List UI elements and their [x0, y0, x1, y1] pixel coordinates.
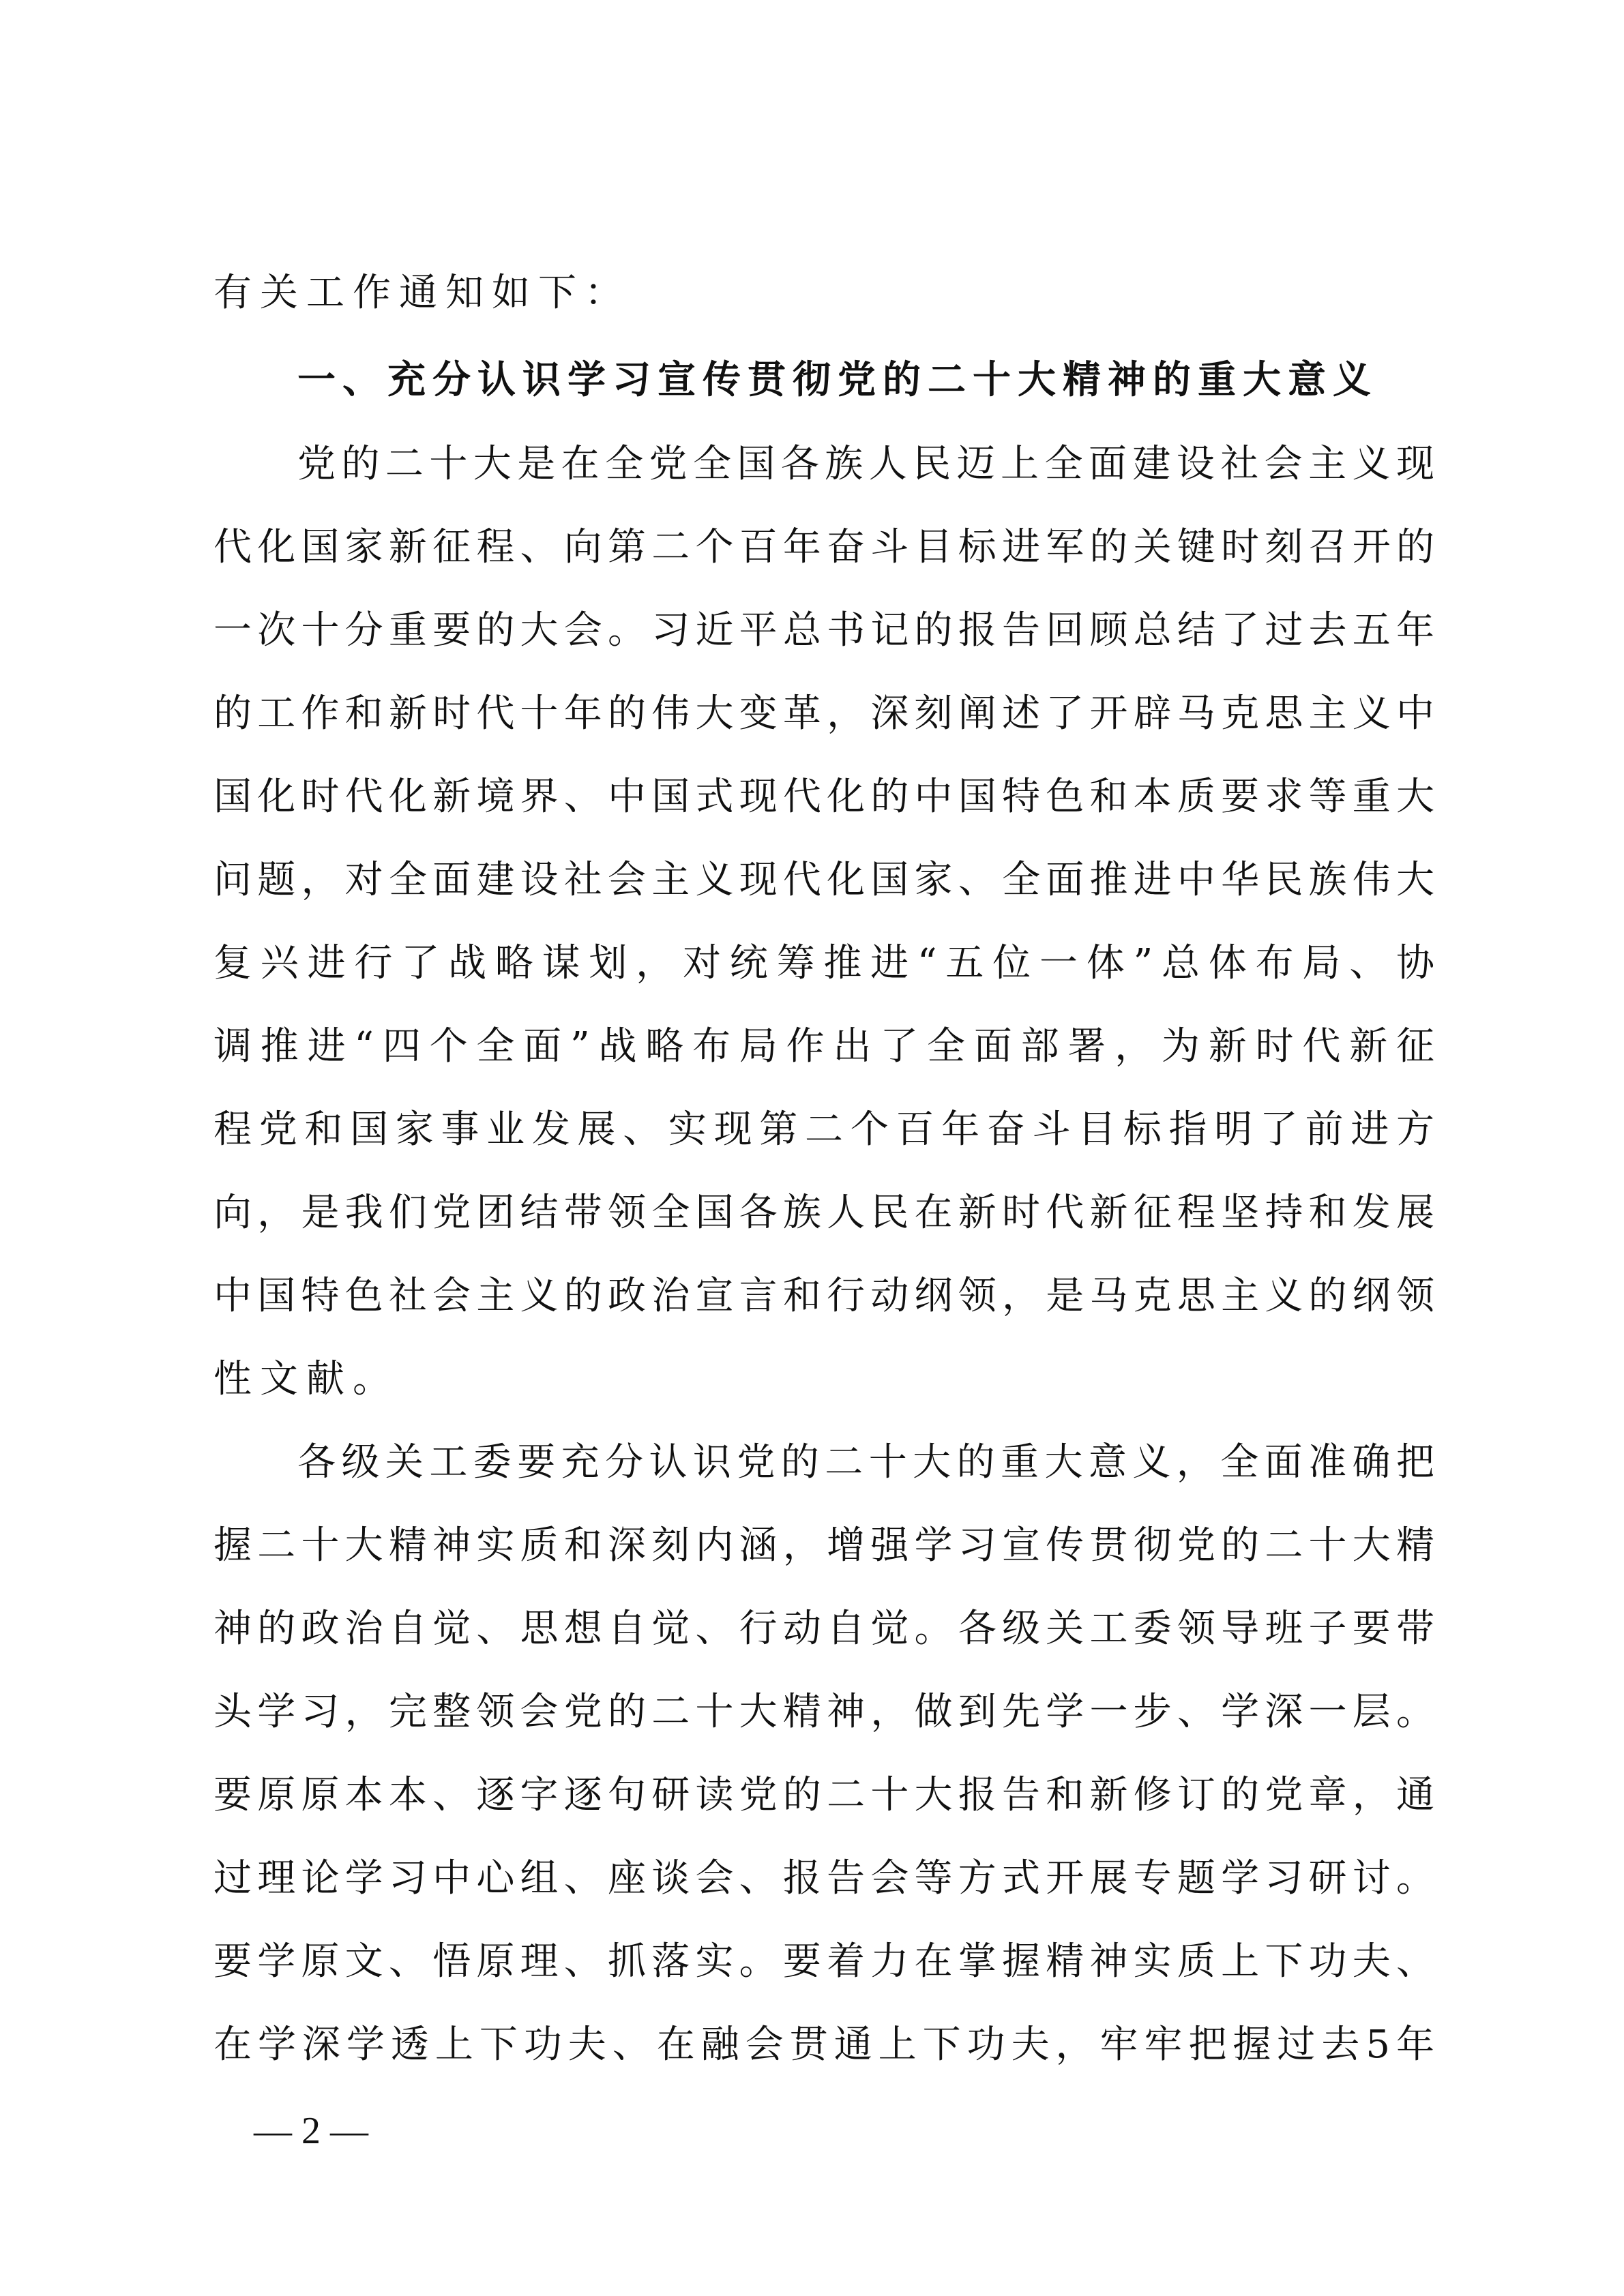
- paragraph-line: 代化国家新征程、向第二个百年奋斗目标进军的关键时刻召开的: [213, 525, 1434, 569]
- paragraph-line: 一次十分重要的大会。习近平总书记的报告回顾总结了过去五年: [213, 608, 1434, 653]
- paragraph-line: 程党和国家事业发展、实现第二个百年奋斗目标指明了前进方: [213, 1107, 1434, 1152]
- page-number: — 2 —: [254, 2110, 368, 2152]
- paragraph-line: 中国特色社会主义的政治宣言和行动纲领，是马克思主义的纲领: [213, 1274, 1434, 1318]
- paragraph-line: 性文献。: [213, 1357, 399, 1401]
- paragraph-line: 神的政治自觉、思想自觉、行动自觉。各级关工委领导班子要带: [213, 1607, 1434, 1651]
- paragraph-line: 各级关工委要充分认识党的二十大的重大意义，全面准确把: [297, 1440, 1434, 1485]
- paragraph-line: 党的二十大是在全党全国各族人民迈上全面建设社会主义现: [297, 442, 1434, 486]
- paragraph-line: 的工作和新时代十年的伟大变革，深刻阐述了开辟马克思主义中: [213, 691, 1434, 736]
- paragraph-line: 国化时代化新境界、中国式现代化的中国特色和本质要求等重大: [213, 775, 1434, 819]
- paragraph-line: 向，是我们党团结带领全国各族人民在新时代新征程坚持和发展: [213, 1191, 1434, 1235]
- paragraph-line: 头学习，完整领会党的二十大精神，做到先学一步、学深一层。: [213, 1690, 1434, 1734]
- paragraph-line: 调推进“四个全面”战略布局作出了全面部署，为新时代新征: [213, 1024, 1434, 1069]
- paragraph-line: 过理论学习中心组、座谈会、报告会等方式开展专题学习研讨。: [213, 1856, 1434, 1900]
- section-heading: 一、充分认识学习宣传贯彻党的二十大精神的重大意义: [297, 358, 1378, 402]
- paragraph-line: 要学原文、悟原理、抓落实。要着力在掌握精神实质上下功夫、: [213, 1939, 1434, 1984]
- paragraph-line: 问题，对全面建设社会主义现代化国家、全面推进中华民族伟大: [213, 858, 1434, 902]
- text-line-intro: 有关工作通知如下：: [213, 271, 631, 315]
- paragraph-line: 在学深学透上下功夫、在融会贯通上下功夫，牢牢把握过去5年: [213, 2023, 1434, 2067]
- paragraph-line: 复兴进行了战略谋划，对统筹推进“五位一体”总体布局、协: [213, 941, 1434, 985]
- paragraph-line: 握二十大精神实质和深刻内涵，增强学习宣传贯彻党的二十大精: [213, 1523, 1434, 1568]
- paragraph-line: 要原原本本、逐字逐句研读党的二十大报告和新修订的党章，通: [213, 1773, 1434, 1817]
